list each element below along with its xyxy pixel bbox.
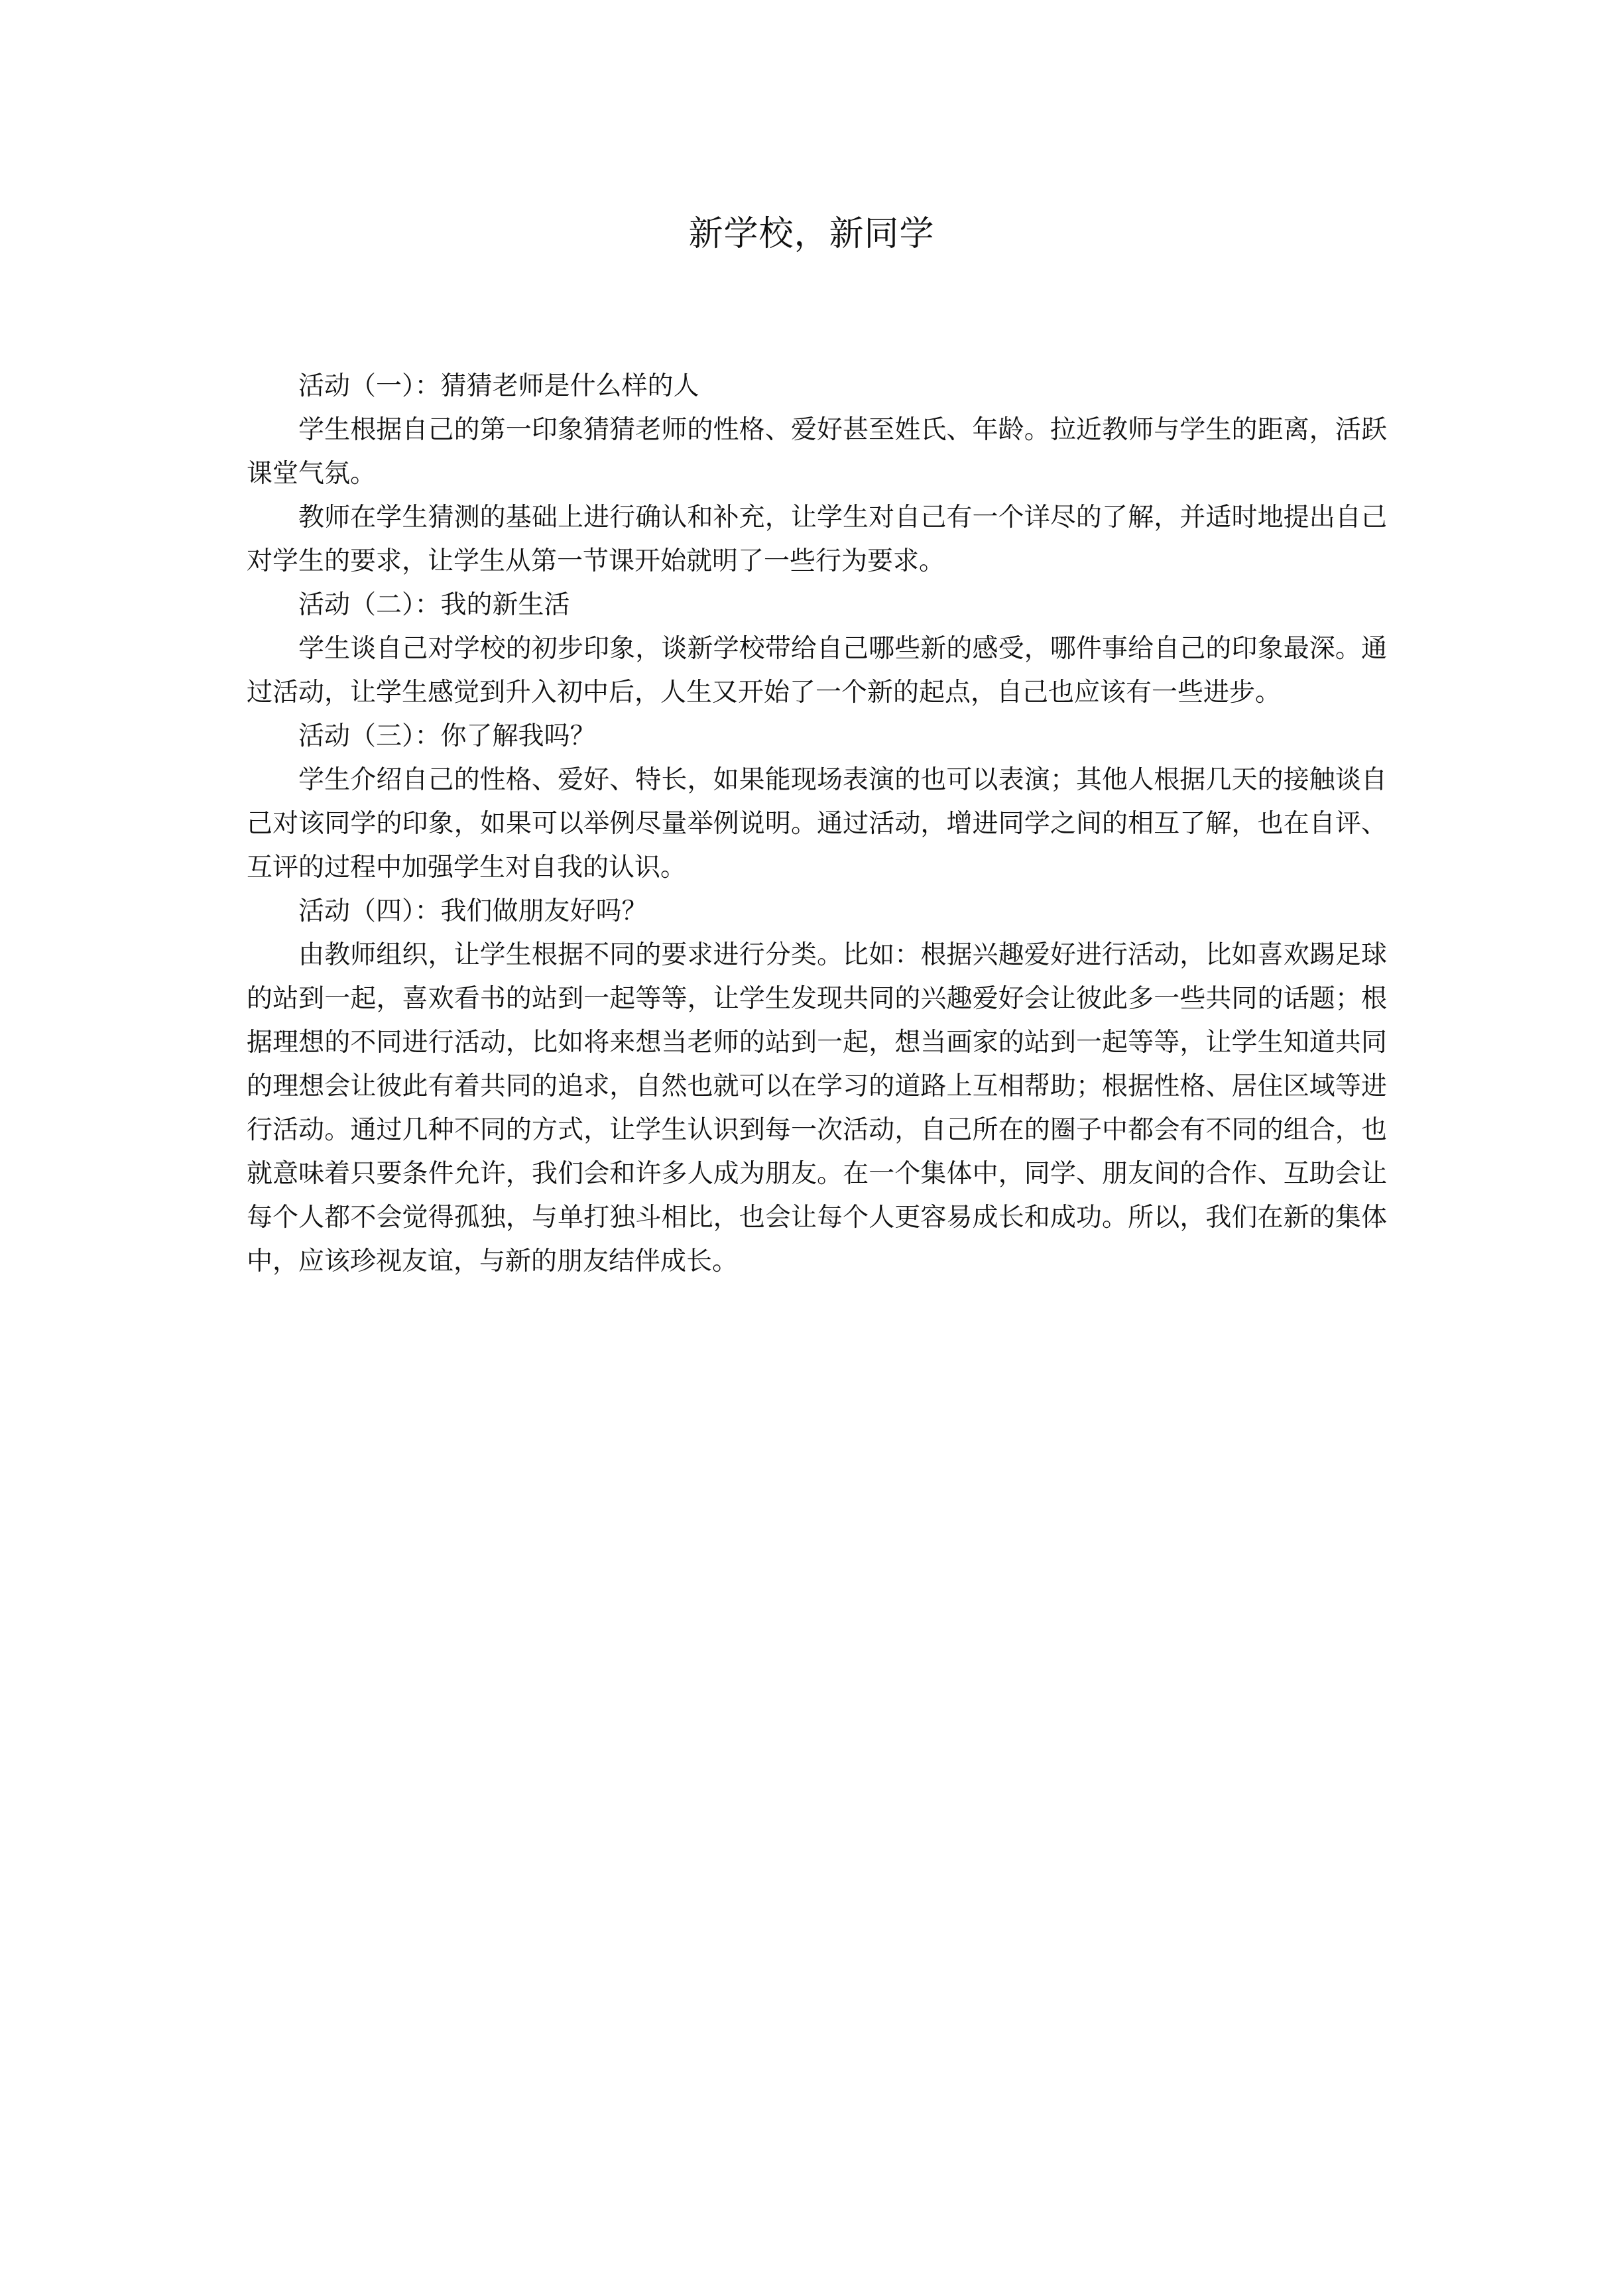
activity-1-paragraph-1: 学生根据自己的第一印象猜猜老师的性格、爱好甚至姓氏、年龄。拉近教师与学生的距离，活跃课堂气氛。: [247, 415, 1387, 489]
activity-1-paragraph-2: 教师在学生猜测的基础上进行确认和补充，让学生对自己有一个详尽的了解，并适时地提出自己对学生的要求，让学生从第一节课开始就明了一些行为要求。: [247, 503, 1387, 576]
activity-2-paragraph: 学生谈自己对学校的初步印象，谈新学校带给自己哪些新的感受，哪件事给自己的印象最深。通过活动，让学生感觉到升入初中后，人生又开始了一个新的起点，自己也应该有一些进步。: [247, 634, 1387, 707]
activity-4-paragraph: 由教师组织，让学生根据不同的要求进行分类。比如：根据兴趣爱好进行活动，比如喜欢踢足球的站到一起，喜欢看书的站到一起等等，让学生发现共同的兴趣爱好会让彼此多一些共同的话题；根据理想的不同进行活动，比如将来想当老师的站到一起，想当画家的站到一起等等，让学生知道共同的理想会让彼此有着共同的追求，自然也就可以在学习的道路上互相帮助；根据性格、居住区域等进行活动。通过几种不同的方式，让学生认识到每一次活动，自己所在的圈子中都会有不同的组合，也就意味着只要条件允许，我们会和许多人成为朋友。在一个集体中，同学、朋友间的合作、互助会让每个人都不会觉得孤独，与单打独斗相比，也会让每个人更容易成长和成功。所以，我们在新的集体中，应该珍视友谊，与新的朋友结伴成长。: [247, 940, 1387, 1276]
activity-2-heading: 活动（二）：我的新生活: [298, 590, 570, 620]
document-title: 新学校，新同学: [688, 214, 935, 254]
activity-3-paragraph: 学生介绍自己的性格、爱好、特长，如果能现场表演的也可以表演；其他人根据几天的接触谈自己对该同学的印象，如果可以举例尽量举例说明。通过活动，增进同学之间的相互了解，也在自评、互评的过程中加强学生对自我的认识。: [247, 765, 1387, 882]
activity-3-heading: 活动（三）：你了解我吗？: [298, 721, 596, 751]
activity-1-heading: 活动（一）：猜猜老师是什么样的人: [298, 371, 699, 401]
document-body: [247, 365, 1387, 1284]
activity-4-heading: 活动（四）：我们做朋友好吗？: [298, 896, 648, 926]
